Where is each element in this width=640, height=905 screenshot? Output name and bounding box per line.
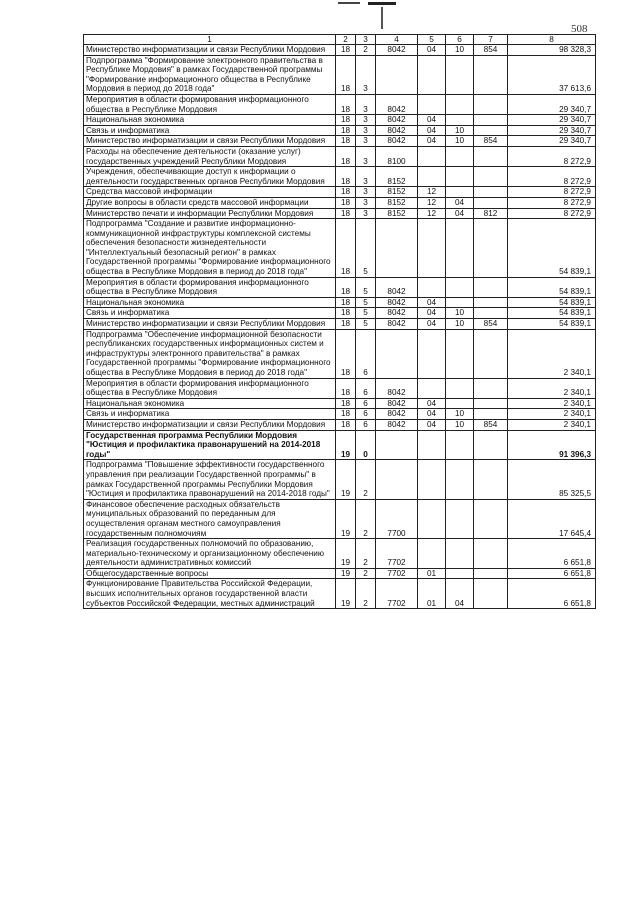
column-header: 1 <box>84 35 336 45</box>
cell-target-article <box>376 55 418 94</box>
cell-subsection: 5 <box>356 297 376 308</box>
table-row <box>84 297 596 308</box>
row-name: Связь и информатика <box>84 125 336 136</box>
cell-expense-type: 812 <box>474 208 508 219</box>
cell-division: 04 <box>418 297 446 308</box>
row-name: Подпрограмма "Обеспечение информационной безопасности республиканских государственных информационных систем и инфраструктуры электронного правительства" в рамках Государственной программы "Формирование информационного общества в Республике Мордовия в период до 2018 года" <box>84 329 336 378</box>
cell-target-article: 8042 <box>376 378 418 398</box>
cell-subsection: 2 <box>356 579 376 609</box>
table-row <box>84 55 596 94</box>
cell-section: 19 <box>336 430 356 460</box>
cell-subdivision <box>446 329 474 378</box>
cell-amount: 98 328,3 <box>508 45 596 56</box>
cell-target-article: 8042 <box>376 277 418 297</box>
table-row <box>84 419 596 430</box>
table-row <box>84 187 596 198</box>
cell-division: 04 <box>418 136 446 147</box>
cell-target-article: 8042 <box>376 419 418 430</box>
cell-amount: 54 839,1 <box>508 319 596 330</box>
cell-target-article: 8042 <box>376 136 418 147</box>
column-header: 8 <box>508 35 596 45</box>
cell-expense-type <box>474 579 508 609</box>
cell-section: 18 <box>336 125 356 136</box>
cell-division: 04 <box>418 419 446 430</box>
cell-subdivision: 10 <box>446 136 474 147</box>
table-row <box>84 568 596 579</box>
row-name: Мероприятия в области формирования информационного общества в Республике Мордовия <box>84 277 336 297</box>
cell-subsection: 3 <box>356 146 376 166</box>
cell-amount: 8 272,9 <box>508 146 596 166</box>
cell-section: 18 <box>336 208 356 219</box>
cell-section: 18 <box>336 219 356 278</box>
cell-expense-type <box>474 197 508 208</box>
cell-expense-type <box>474 308 508 319</box>
table-row <box>84 167 596 187</box>
cell-amount: 54 839,1 <box>508 308 596 319</box>
cell-section: 18 <box>336 308 356 319</box>
table-row <box>84 197 596 208</box>
cell-section: 18 <box>336 187 356 198</box>
cell-expense-type <box>474 115 508 126</box>
cell-amount: 6 651,8 <box>508 539 596 569</box>
cell-target-article: 8100 <box>376 146 418 166</box>
table-row <box>84 115 596 126</box>
cell-division <box>418 277 446 297</box>
cell-expense-type <box>474 55 508 94</box>
cell-division: 01 <box>418 579 446 609</box>
cell-division: 04 <box>418 409 446 420</box>
cell-amount: 17 645,4 <box>508 499 596 538</box>
cell-expense-type: 854 <box>474 319 508 330</box>
cell-division <box>418 378 446 398</box>
cell-section: 18 <box>336 409 356 420</box>
cell-division <box>418 539 446 569</box>
row-name: Связь и информатика <box>84 409 336 420</box>
table-row <box>84 378 596 398</box>
cell-amount: 54 839,1 <box>508 277 596 297</box>
cell-subdivision: 10 <box>446 409 474 420</box>
row-name: Финансовое обеспечение расходных обязательств муниципальных образований по переданным для осуществления органам местного самоуправления государственным полномочиям <box>84 499 336 538</box>
row-name: Расходы на обеспечение деятельности (оказание услуг) государственных учреждений Республики Мордовия <box>84 146 336 166</box>
cell-target-article <box>376 329 418 378</box>
cell-expense-type <box>474 409 508 420</box>
cell-subdivision <box>446 146 474 166</box>
cell-section: 18 <box>336 45 356 56</box>
cell-subdivision <box>446 277 474 297</box>
row-name: Связь и информатика <box>84 308 336 319</box>
cell-amount: 29 340,7 <box>508 125 596 136</box>
table-row <box>84 398 596 409</box>
scan-artifact-bar <box>368 2 396 5</box>
cell-amount: 91 396,3 <box>508 430 596 460</box>
cell-target-article: 8042 <box>376 115 418 126</box>
cell-amount: 2 340,1 <box>508 409 596 420</box>
cell-subdivision <box>446 115 474 126</box>
table-row <box>84 430 596 460</box>
cell-subsection: 3 <box>356 55 376 94</box>
cell-subdivision <box>446 499 474 538</box>
cell-subdivision <box>446 187 474 198</box>
cell-amount: 29 340,7 <box>508 136 596 147</box>
cell-amount: 2 340,1 <box>508 398 596 409</box>
cell-expense-type <box>474 146 508 166</box>
scan-artifact-bar <box>338 2 360 4</box>
cell-expense-type <box>474 378 508 398</box>
cell-subsection: 5 <box>356 219 376 278</box>
cell-section: 18 <box>336 55 356 94</box>
row-name: Мероприятия в области формирования информационного общества в Республике Мордовия <box>84 378 336 398</box>
cell-target-article: 7702 <box>376 579 418 609</box>
column-header: 7 <box>474 35 508 45</box>
cell-subsection: 3 <box>356 208 376 219</box>
table-row <box>84 579 596 609</box>
cell-section: 18 <box>336 277 356 297</box>
cell-amount: 29 340,7 <box>508 94 596 114</box>
cell-amount: 8 272,9 <box>508 208 596 219</box>
cell-subsection: 6 <box>356 409 376 420</box>
table-row <box>84 125 596 136</box>
cell-subsection: 2 <box>356 460 376 499</box>
cell-target-article <box>376 460 418 499</box>
cell-amount: 8 272,9 <box>508 197 596 208</box>
table-row <box>84 308 596 319</box>
cell-subsection: 3 <box>356 167 376 187</box>
row-name: Подпрограмма "Повышение эффективности государственного управления при реализации Государственной программы" в рамках Государственной программы Республики Мордовия "Юстиция и профилактика правонарушений на 2014-2018 годы" <box>84 460 336 499</box>
column-header: 3 <box>356 35 376 45</box>
cell-expense-type <box>474 277 508 297</box>
scan-artifact-line <box>381 7 383 29</box>
table-row <box>84 319 596 330</box>
cell-section: 18 <box>336 297 356 308</box>
cell-expense-type <box>474 219 508 278</box>
cell-division <box>418 499 446 538</box>
cell-division: 12 <box>418 197 446 208</box>
row-name: Министерство информатизации и связи Республики Мордовия <box>84 319 336 330</box>
cell-subdivision <box>446 398 474 409</box>
cell-subsection: 3 <box>356 187 376 198</box>
cell-subsection: 5 <box>356 277 376 297</box>
table-row <box>84 409 596 420</box>
cell-target-article: 8152 <box>376 187 418 198</box>
cell-subdivision <box>446 430 474 460</box>
cell-subsection: 0 <box>356 430 376 460</box>
cell-division <box>418 460 446 499</box>
cell-expense-type <box>474 398 508 409</box>
cell-subdivision: 04 <box>446 197 474 208</box>
cell-subdivision <box>446 460 474 499</box>
cell-subdivision: 10 <box>446 419 474 430</box>
cell-subsection: 3 <box>356 115 376 126</box>
cell-expense-type <box>474 539 508 569</box>
cell-expense-type: 854 <box>474 419 508 430</box>
cell-target-article: 7700 <box>376 499 418 538</box>
cell-section: 18 <box>336 398 356 409</box>
cell-target-article <box>376 219 418 278</box>
cell-amount: 2 340,1 <box>508 419 596 430</box>
table-row <box>84 277 596 297</box>
row-name: Учреждения, обеспечивающие доступ к информации о деятельности государственных органов Республики Мордовия <box>84 167 336 187</box>
cell-division: 04 <box>418 319 446 330</box>
cell-amount: 2 340,1 <box>508 378 596 398</box>
cell-subsection: 3 <box>356 125 376 136</box>
cell-subsection: 5 <box>356 308 376 319</box>
cell-subdivision <box>446 539 474 569</box>
cell-subsection: 6 <box>356 378 376 398</box>
cell-expense-type <box>474 568 508 579</box>
cell-section: 19 <box>336 579 356 609</box>
table-row <box>84 329 596 378</box>
cell-subdivision <box>446 55 474 94</box>
cell-target-article: 8152 <box>376 208 418 219</box>
cell-target-article: 8042 <box>376 308 418 319</box>
row-name: Другие вопросы в области средств массовой информации <box>84 197 336 208</box>
table-row <box>84 94 596 114</box>
cell-division: 04 <box>418 115 446 126</box>
table-body <box>84 45 596 609</box>
cell-subsection: 6 <box>356 398 376 409</box>
cell-section: 18 <box>336 167 356 187</box>
cell-subdivision: 10 <box>446 45 474 56</box>
cell-expense-type: 854 <box>474 45 508 56</box>
cell-amount: 54 839,1 <box>508 297 596 308</box>
column-header: 6 <box>446 35 474 45</box>
cell-amount: 6 651,8 <box>508 579 596 609</box>
cell-subdivision: 10 <box>446 308 474 319</box>
cell-division: 04 <box>418 45 446 56</box>
cell-section: 18 <box>336 329 356 378</box>
cell-division: 12 <box>418 187 446 198</box>
cell-subdivision <box>446 568 474 579</box>
cell-amount: 85 325,5 <box>508 460 596 499</box>
scan-artifact <box>338 0 398 7</box>
cell-division: 01 <box>418 568 446 579</box>
cell-expense-type <box>474 125 508 136</box>
cell-target-article: 8042 <box>376 297 418 308</box>
cell-section: 18 <box>336 378 356 398</box>
cell-subsection: 6 <box>356 419 376 430</box>
cell-division <box>418 146 446 166</box>
cell-amount: 8 272,9 <box>508 167 596 187</box>
cell-target-article: 8042 <box>376 94 418 114</box>
table-row <box>84 460 596 499</box>
cell-subdivision <box>446 378 474 398</box>
cell-target-article: 8042 <box>376 45 418 56</box>
column-header: 5 <box>418 35 446 45</box>
cell-division <box>418 94 446 114</box>
cell-expense-type <box>474 94 508 114</box>
cell-section: 19 <box>336 539 356 569</box>
row-name: Министерство печати и информации Республики Мордовия <box>84 208 336 219</box>
cell-section: 19 <box>336 460 356 499</box>
cell-section: 18 <box>336 136 356 147</box>
row-name: Реализация государственных полномочий по образованию, материально-техническому и организационному обеспечению деятельности административных комиссий <box>84 539 336 569</box>
cell-expense-type: 854 <box>474 136 508 147</box>
cell-target-article: 8042 <box>376 125 418 136</box>
cell-amount: 29 340,7 <box>508 115 596 126</box>
row-name: Национальная экономика <box>84 297 336 308</box>
cell-amount: 2 340,1 <box>508 329 596 378</box>
table-row <box>84 499 596 538</box>
cell-expense-type <box>474 460 508 499</box>
page-number: 508 <box>571 23 588 35</box>
cell-division: 12 <box>418 208 446 219</box>
cell-target-article: 8042 <box>376 409 418 420</box>
row-name: Мероприятия в области формирования информационного общества в Республике Мордовия <box>84 94 336 114</box>
cell-target-article: 8042 <box>376 398 418 409</box>
cell-division: 04 <box>418 125 446 136</box>
row-name: Общегосударственные вопросы <box>84 568 336 579</box>
cell-expense-type <box>474 167 508 187</box>
cell-division: 04 <box>418 308 446 319</box>
cell-section: 18 <box>336 146 356 166</box>
cell-subdivision: 04 <box>446 208 474 219</box>
cell-section: 18 <box>336 115 356 126</box>
column-header: 4 <box>376 35 418 45</box>
cell-subsection: 3 <box>356 94 376 114</box>
cell-amount: 6 651,8 <box>508 568 596 579</box>
cell-target-article: 7702 <box>376 539 418 569</box>
cell-expense-type <box>474 187 508 198</box>
table-row <box>84 136 596 147</box>
cell-subdivision <box>446 219 474 278</box>
cell-subdivision: 10 <box>446 319 474 330</box>
cell-division <box>418 329 446 378</box>
cell-subdivision <box>446 297 474 308</box>
cell-subsection: 3 <box>356 136 376 147</box>
cell-amount: 8 272,9 <box>508 187 596 198</box>
cell-subsection: 2 <box>356 539 376 569</box>
cell-target-article: 7702 <box>376 568 418 579</box>
row-name: Министерство информатизации и связи Республики Мордовия <box>84 45 336 56</box>
cell-section: 18 <box>336 419 356 430</box>
table-row <box>84 45 596 56</box>
table-header-row <box>84 35 596 45</box>
cell-section: 18 <box>336 94 356 114</box>
row-name: Национальная экономика <box>84 115 336 126</box>
row-name: Государственная программа Республики Мордовия "Юстиция и профилактика правонарушений на 2014-2018 годы" <box>84 430 336 460</box>
budget-table <box>83 34 596 609</box>
table-row <box>84 219 596 278</box>
cell-expense-type <box>474 297 508 308</box>
cell-amount: 37 613,6 <box>508 55 596 94</box>
cell-expense-type <box>474 430 508 460</box>
cell-section: 18 <box>336 197 356 208</box>
cell-subdivision <box>446 94 474 114</box>
column-header: 2 <box>336 35 356 45</box>
cell-division <box>418 55 446 94</box>
row-name: Подпрограмма "Формирование электронного правительства в Республике Мордовия" в рамках Государственной программы "Формирование информационного общества в Республике Мордовия в период до 2018 года" <box>84 55 336 94</box>
cell-subsection: 3 <box>356 197 376 208</box>
cell-section: 19 <box>336 568 356 579</box>
cell-section: 19 <box>336 499 356 538</box>
row-name: Национальная экономика <box>84 398 336 409</box>
cell-amount: 54 839,1 <box>508 219 596 278</box>
cell-target-article <box>376 430 418 460</box>
cell-subsection: 2 <box>356 45 376 56</box>
cell-subdivision: 10 <box>446 125 474 136</box>
cell-target-article: 8042 <box>376 319 418 330</box>
cell-subsection: 5 <box>356 319 376 330</box>
cell-expense-type <box>474 499 508 538</box>
table-row <box>84 539 596 569</box>
cell-section: 18 <box>336 319 356 330</box>
cell-division <box>418 430 446 460</box>
cell-subsection: 6 <box>356 329 376 378</box>
cell-division <box>418 219 446 278</box>
cell-target-article: 8152 <box>376 167 418 187</box>
cell-subdivision: 04 <box>446 579 474 609</box>
cell-target-article: 8152 <box>376 197 418 208</box>
table-row <box>84 146 596 166</box>
row-name: Министерство информатизации и связи Республики Мордовия <box>84 136 336 147</box>
cell-expense-type <box>474 329 508 378</box>
cell-division: 04 <box>418 398 446 409</box>
cell-division <box>418 167 446 187</box>
cell-subsection: 2 <box>356 568 376 579</box>
row-name: Министерство информатизации и связи Республики Мордовия <box>84 419 336 430</box>
row-name: Подпрограмма "Создание и развитие информационно-коммуникационной инфраструктуры комплексной системы обеспечения безопасности жизнедеятельности "Интеллектуальный безопасный регион" в рамках Государственной программы "Формирование информационного общества в Республике Мордовия в период до 2018 года" <box>84 219 336 278</box>
table-row <box>84 208 596 219</box>
row-name: Функционирование Правительства Российской Федерации, высших исполнительных органов государственной власти субъектов Российской Федерации, местных администраций <box>84 579 336 609</box>
cell-subsection: 2 <box>356 499 376 538</box>
cell-subdivision <box>446 167 474 187</box>
row-name: Средства массовой информации <box>84 187 336 198</box>
